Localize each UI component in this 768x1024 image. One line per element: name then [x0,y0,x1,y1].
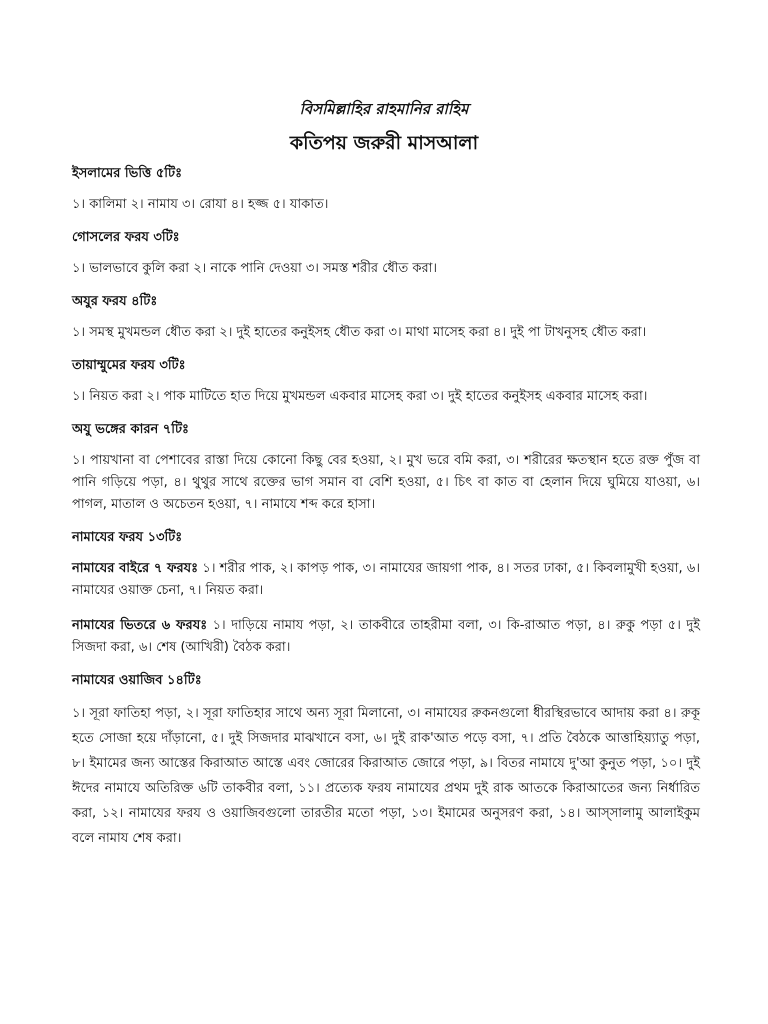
bismillah-heading: বিসমিল্লাহির রাহমানির রাহিম [299,100,469,118]
section-text: ১। কালিমা ২। নামায ৩। রোযা ৪। হজ্জ ৫। যাকাত। [72,197,329,212]
subsection-label: নামাযের বাইরে ৭ ফরযঃ [72,561,199,576]
section-salah-wajib [72,672,700,851]
section-islam-pillars [72,165,700,216]
section-wudu-breakers [72,421,700,516]
section-text: ১। পায়খানা বা পেশাবের রাস্তা দিয়ে কোনো কিছু বের হওয়া, ২। মুখ ভরে বমি করা, ৩। শরীরের ক্ষতস্থান হতে রক্ত পুঁজ বা পানি গড়িয়ে পড়া, ৪। থুথুর সাথে রক্তের ভাগ সমান বা বেশি হওয়া, ৫। চিৎ বা কাত বা হেলান দিয়ে ঘুমিয়ে যাওয়া, ৬। পাগল, মাতাল ও অচেতন হওয়া, ৭। নামাযে শব্দ করে হাসা। [72,453,700,512]
subsection-text: ১। দাড়িয়ে নামায পড়া, ২। তাকবীরে তাহরীমা বলা, ৩। কি-রাআত পড়া, ৪। রুকু পড়া ৫। দুই সিজদা করা, ৬। শেষ (আখিরী) বৈঠক করা। [72,618,700,655]
salah-faraj-outside [72,558,700,602]
section-text: ১। সূরা ফাতিহা পড়া, ২। সূরা ফাতিহার সাথে অন্য সূরা মিলানো, ৩। নামাযের রুকনগুলো ধীরস্থিরভাবে আদায় করা ৪। রুকূ হতে সোজা হয়ে দাঁড়ানো, ৫। দুই সিজদার মাঝখানে বসা, ৬। দুই রাক'আত পড়ে বসা, ৭। প্রতি বৈঠকে আত্তাহিয়্যাতু পড়া, ৮। ইমামের জন্য আস্তের কিরাআত আস্তে এবং জোরের কিরাআত জোরে পড়া, ৯। বিতর নামাযে দু'আ কুনুত পড়া, ১০। দুই ঈদের নামাযে অতিরিক্ত ৬টি তাকবীর বলা, ১১। প্রত্যেক ফরয নামাযের প্রথম দুই রাক আতকে কিরাআতের জন্য নির্ধারিত করা, ১২। নামাযের ফরয ও ওয়াজিবগুলো তারতীর মতো পড়া, ১৩। ইমামের অনুসরণ করা, ১৪। আস্‌সালামু আলাইকুম বলে নামায শেষ করা। [72,706,700,846]
sections-container [72,165,700,851]
section-text: ১। সমস্থ মুখমন্ডল ধৌত করা ২। দুই হাতের কনুইসহ ধৌত করা ৩। মাথা মাসেহ করা ৪। দুই পা টাখনুসহ ধৌত করা। [72,325,647,340]
section-heading: গোসলের ফরয ৩টিঃ [72,230,180,245]
section-heading: অযু ভঙ্গের কারন ৭টিঃ [72,422,189,437]
section-heading: তায়াম্মুমের ফরয ৩টিঃ [72,358,186,373]
section-text: ১। নিয়ত করা ২। পাক মাটিতে হাত দিয়ে মুখমন্ডল একবার মাসেহ করা ৩। দুই হাতের কনুইসহ একবার মাসেহ করা। [72,389,648,404]
section-ghusl-faraj [72,229,700,280]
section-heading: নামাযের ফরয ১৩টিঃ [72,530,183,545]
section-heading: অযুর ফরয ৪টিঃ [72,294,158,309]
section-tayammum-faraj [72,357,700,408]
section-salah-faraj [72,529,700,659]
section-wudu-faraj [72,293,700,344]
section-heading: ইসলামের ভিত্তি ৫টিঃ [72,166,183,181]
subsection-label: নামাযের ভিতরে ৬ ফরযঃ [72,618,208,633]
section-text: ১। ভালভাবে কুলি করা ২। নাকে পানি দেওয়া ৩। সমস্ত শরীর ধৌত করা। [72,261,438,276]
section-heading: নামাযের ওয়াজিব ১৪টিঃ [72,673,202,688]
page-title: কতিপয় জরুরী মাসআলা [289,132,479,154]
salah-faraj-inside [72,615,700,659]
subsection-text: ১। শরীর পাক, ২। কাপড় পাক, ৩। নামাযের জায়গা পাক, ৪। সতর ঢাকা, ৫। কিবলামুখী হওয়া, ৬। নামাযের ওয়াক্ত চেনা, ৭। নিয়ত করা। [72,561,700,598]
